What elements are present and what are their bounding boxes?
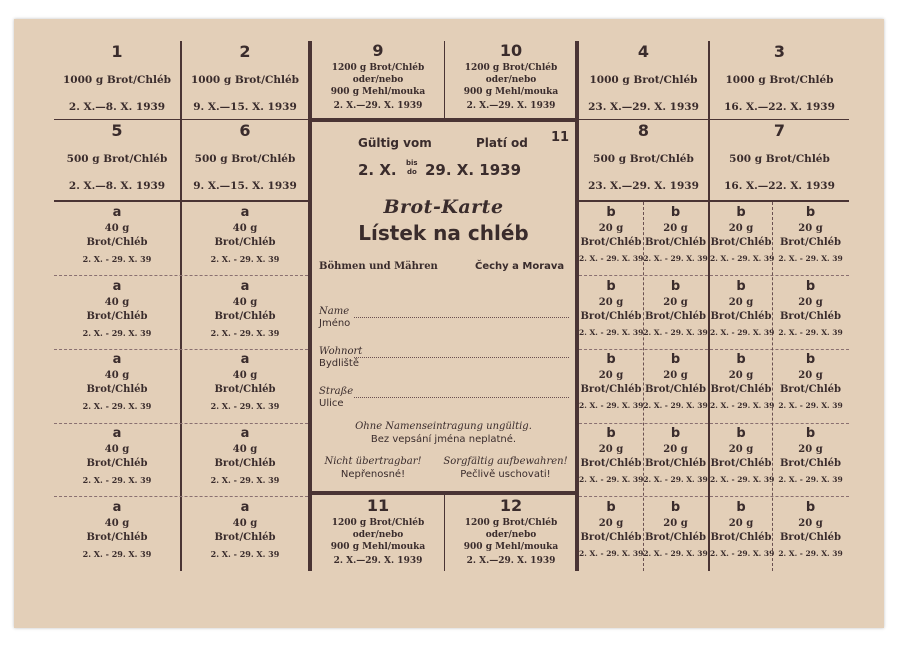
- coupon-letter: b: [805, 426, 816, 441]
- coupon-line2: oder/nebo: [485, 75, 537, 85]
- coupon-amount: 20 g: [728, 370, 754, 381]
- coupon-amount: 20 g: [728, 518, 754, 529]
- coupon-a: [182, 497, 308, 570]
- coupon-date: 2. X. - 29. X. 39: [643, 328, 708, 337]
- coupon-date: 2. X. - 29. X. 39: [82, 254, 152, 264]
- coupon-line1: 1200 g Brot/Chléb: [331, 63, 425, 73]
- coupon-letter: b: [736, 352, 746, 367]
- coupon-amount: 500 g Brot/Chléb: [729, 153, 830, 165]
- field-label-de: Name: [319, 306, 350, 317]
- coupon-letter: b: [606, 500, 616, 515]
- coupon-item: Brot/Chléb: [580, 532, 642, 543]
- coupon-item: Brot/Chléb: [86, 311, 148, 322]
- coupon-b: [643, 423, 708, 496]
- field-label-cz: Ulice: [319, 398, 344, 409]
- coupon-item: Brot/Chléb: [710, 311, 772, 322]
- coupon-amount: 20 g: [598, 370, 624, 381]
- coupon-date: 2. X.—29. X. 1939: [466, 101, 556, 111]
- coupon-amount: 20 g: [728, 297, 754, 308]
- note-de: Ohne Namenseintragung ungültig.: [355, 421, 532, 432]
- coupon-date: 2. X. - 29. X. 39: [82, 401, 152, 411]
- do-label: do: [407, 168, 417, 176]
- coupon-number: 9: [372, 41, 384, 60]
- coupon-amount: 20 g: [798, 297, 823, 308]
- coupon-date: 2. X. - 29. X. 39: [210, 401, 280, 411]
- coupon-item: Brot/Chléb: [214, 458, 276, 469]
- field-label-de: Straße: [319, 386, 354, 397]
- coupon-amount: 20 g: [798, 518, 823, 529]
- coupon-b: [710, 276, 775, 349]
- coupon-bread-large: [710, 120, 849, 199]
- valid-date-from: 2. X.: [358, 161, 397, 179]
- coupon-bread-large: [579, 120, 708, 199]
- coupon-letter: b: [670, 279, 681, 294]
- coupon-date: 2. X. - 29. X. 39: [710, 254, 775, 263]
- coupon-date: 2. X. - 29. X. 39: [82, 328, 152, 338]
- coupon-date: 9. X.—15. X. 1939: [193, 180, 297, 192]
- coupon-item: Brot/Chléb: [644, 532, 707, 543]
- coupon-a: [54, 423, 180, 496]
- coupon-amount: 1000 g Brot/Chléb: [63, 74, 171, 86]
- coupon-date: 2. X.—29. X. 1939: [333, 101, 423, 111]
- coupon-amount: 20 g: [798, 223, 823, 234]
- coupon-item: Brot/Chléb: [214, 311, 276, 322]
- coupon-flour: [312, 41, 444, 117]
- coupon-item: Brot/Chléb: [779, 532, 842, 543]
- coupon-number: 4: [637, 42, 650, 61]
- bis-label: bis: [406, 159, 418, 167]
- coupon-date: 2. X. - 29. X. 39: [710, 549, 775, 558]
- card-title-cz: Lístek na chléb: [358, 221, 529, 245]
- coupon-b: [643, 276, 708, 349]
- coupon-date: 2. X.—8. X. 1939: [68, 101, 166, 113]
- coupon-date: 2. X. - 29. X. 39: [579, 328, 644, 337]
- not-transferable-de: Nicht übertragbar!: [324, 456, 422, 467]
- coupon-date: 2. X. - 29. X. 39: [643, 254, 708, 263]
- coupon-letter: b: [736, 279, 746, 294]
- coupon-date: 2. X. - 29. X. 39: [778, 328, 843, 337]
- coupon-item: Brot/Chléb: [779, 458, 842, 469]
- coupon-number: 1: [111, 42, 123, 61]
- coupon-letter: a: [240, 279, 250, 294]
- coupon-amount: 20 g: [598, 444, 624, 455]
- coupon-date: 2. X. - 29. X. 39: [778, 475, 843, 484]
- coupon-b: [772, 423, 849, 496]
- coupon-b: [710, 497, 775, 570]
- coupon-bread-large: [54, 41, 180, 120]
- coupon-number: 2: [239, 42, 251, 61]
- coupon-letter: a: [112, 500, 122, 515]
- coupon-line1: 1200 g Brot/Chléb: [464, 518, 558, 528]
- ration-card: [14, 19, 884, 628]
- coupon-amount: 1000 g Brot/Chléb: [725, 74, 834, 86]
- coupon-letter: b: [670, 205, 681, 220]
- coupon-letter: b: [670, 352, 681, 367]
- coupon-item: Brot/Chléb: [644, 311, 707, 322]
- coupon-number: 12: [499, 496, 523, 515]
- coupon-letter: b: [606, 279, 616, 294]
- coupon-amount: 40 g: [232, 370, 258, 381]
- coupon-date: 2. X.—29. X. 1939: [333, 556, 423, 566]
- divider-h-center-top: [312, 118, 575, 122]
- coupon-b: [579, 497, 643, 570]
- field-label-cz: Jméno: [319, 318, 351, 329]
- coupon-amount: 20 g: [663, 370, 688, 381]
- coupon-item: Brot/Chléb: [779, 237, 842, 248]
- coupon-a: [54, 276, 180, 349]
- coupon-amount: 40 g: [104, 223, 130, 234]
- region-de: Böhmen und Mähren: [319, 261, 438, 272]
- coupon-number: 8: [637, 121, 650, 140]
- coupon-date: 2. X. - 29. X. 39: [778, 254, 843, 263]
- valid-date-to: 29. X. 1939: [425, 161, 522, 179]
- coupon-amount: 20 g: [663, 297, 688, 308]
- coupon-b: [772, 497, 849, 570]
- coupon-amount: 1000 g Brot/Chléb: [589, 74, 698, 86]
- coupon-date: 2. X.—8. X. 1939: [68, 180, 166, 192]
- coupon-line2: oder/nebo: [352, 75, 404, 85]
- coupon-date: 2. X. - 29. X. 39: [579, 475, 644, 484]
- coupon-date: 9. X.—15. X. 1939: [193, 101, 297, 113]
- coupon-letter: b: [805, 279, 816, 294]
- coupon-letter: a: [240, 205, 250, 220]
- coupon-amount: 1000 g Brot/Chléb: [191, 74, 299, 86]
- coupon-letter: a: [112, 426, 122, 441]
- coupon-a: [54, 349, 180, 422]
- region-cz: Čechy a Morava: [475, 261, 565, 272]
- coupon-bread-large: [579, 41, 708, 120]
- coupon-date: 16. X.—22. X. 1939: [724, 180, 835, 192]
- coupon-letter: b: [606, 426, 616, 441]
- coupon-date: 2. X. - 29. X. 39: [579, 401, 644, 410]
- coupon-item: Brot/Chléb: [710, 237, 772, 248]
- coupon-line2: oder/nebo: [352, 530, 404, 540]
- field-label-cz: Bydliště: [319, 358, 359, 369]
- coupon-amount: 40 g: [104, 444, 130, 455]
- not-transferable-cz: Nepřenosné!: [340, 469, 406, 480]
- coupon-a: [54, 202, 180, 275]
- coupon-bread-large: [182, 120, 308, 199]
- coupon-letter: b: [736, 426, 746, 441]
- valid-label-cz: Platí od: [476, 136, 528, 150]
- coupon-line2: oder/nebo: [485, 530, 537, 540]
- coupon-line1: 1200 g Brot/Chléb: [331, 518, 425, 528]
- coupon-a: [182, 276, 308, 349]
- coupon-b: [579, 349, 643, 422]
- coupon-b: [643, 349, 708, 422]
- coupon-letter: a: [240, 426, 250, 441]
- coupon-b: [710, 423, 775, 496]
- keep-carefully-de: Sorgfältig aufbewahren!: [443, 456, 568, 467]
- note-cz: Bez vepsání jména neplatné.: [370, 434, 517, 445]
- coupon-item: Brot/Chléb: [644, 458, 707, 469]
- coupon-date: 2. X. - 29. X. 39: [778, 549, 843, 558]
- card-title-de: Brot-Karte: [383, 196, 504, 218]
- field-line: [354, 397, 569, 398]
- coupon-line3: 900 g Mehl/mouka: [463, 542, 559, 552]
- coupon-item: Brot/Chléb: [86, 532, 148, 543]
- coupon-letter: a: [112, 352, 122, 367]
- coupon-b: [579, 276, 643, 349]
- coupon-flour: [445, 41, 577, 117]
- coupon-amount: 20 g: [798, 370, 823, 381]
- coupon-letter: a: [112, 279, 122, 294]
- coupon-b: [643, 497, 708, 570]
- coupon-number: 7: [773, 121, 786, 140]
- coupon-item: Brot/Chléb: [214, 532, 276, 543]
- coupon-b: [579, 202, 643, 275]
- coupon-letter: b: [606, 205, 616, 220]
- coupon-amount: 20 g: [728, 444, 754, 455]
- coupon-number: 6: [239, 121, 251, 140]
- coupon-date: 2. X. - 29. X. 39: [210, 549, 280, 559]
- coupon-bread-large: [54, 120, 180, 199]
- coupon-date: 2. X. - 29. X. 39: [643, 475, 708, 484]
- coupon-date: 2. X.—29. X. 1939: [466, 556, 556, 566]
- coupon-amount: 20 g: [598, 518, 624, 529]
- coupon-letter: b: [805, 205, 816, 220]
- coupon-item: Brot/Chléb: [779, 311, 842, 322]
- coupon-number: 10: [499, 41, 523, 60]
- coupon-amount: 40 g: [232, 223, 258, 234]
- coupon-item: Brot/Chléb: [644, 384, 707, 395]
- coupon-amount: 20 g: [598, 223, 624, 234]
- coupon-item: Brot/Chléb: [710, 458, 772, 469]
- coupon-date: 23. X.—29. X. 1939: [588, 101, 699, 113]
- coupon-amount: 20 g: [598, 297, 624, 308]
- coupon-letter: b: [606, 352, 616, 367]
- coupon-letter: b: [670, 500, 681, 515]
- keep-carefully-cz: Pečlivě uschovati!: [460, 469, 551, 480]
- coupon-letter: b: [670, 426, 681, 441]
- coupon-number: 5: [111, 121, 123, 140]
- coupon-item: Brot/Chléb: [644, 237, 707, 248]
- coupon-date: 2. X. - 29. X. 39: [210, 254, 280, 264]
- coupon-letter: b: [805, 500, 816, 515]
- coupon-line3: 900 g Mehl/mouka: [463, 87, 559, 97]
- coupon-letter: a: [112, 205, 122, 220]
- coupon-amount: 500 g Brot/Chléb: [593, 153, 694, 165]
- coupon-item: Brot/Chléb: [779, 384, 842, 395]
- coupon-amount: 40 g: [104, 297, 130, 308]
- coupon-letter: a: [240, 352, 250, 367]
- coupon-number: 3: [773, 42, 786, 61]
- coupon-item: Brot/Chléb: [580, 311, 642, 322]
- coupon-date: 2. X. - 29. X. 39: [778, 401, 843, 410]
- coupon-b: [710, 202, 775, 275]
- coupon-amount: 20 g: [663, 518, 688, 529]
- coupon-amount: 40 g: [232, 297, 258, 308]
- coupon-amount: 500 g Brot/Chléb: [66, 153, 168, 165]
- field-line: [354, 357, 569, 358]
- coupon-line3: 900 g Mehl/mouka: [330, 542, 426, 552]
- coupon-item: Brot/Chléb: [580, 384, 642, 395]
- coupon-item: Brot/Chléb: [710, 532, 772, 543]
- coupon-item: Brot/Chléb: [214, 384, 276, 395]
- coupon-b: [710, 349, 775, 422]
- coupon-item: Brot/Chléb: [710, 384, 772, 395]
- field-line: [354, 317, 569, 318]
- coupon-date: 2. X. - 29. X. 39: [210, 328, 280, 338]
- coupon-b: [772, 349, 849, 422]
- coupon-item: Brot/Chléb: [86, 237, 148, 248]
- valid-label-de: Gültig vom: [358, 136, 432, 150]
- coupon-amount: 500 g Brot/Chléb: [194, 153, 296, 165]
- coupon-amount: 20 g: [728, 223, 754, 234]
- coupon-amount: 20 g: [798, 444, 823, 455]
- coupon-date: 23. X.—29. X. 1939: [588, 180, 699, 192]
- coupon-letter: a: [240, 500, 250, 515]
- coupon-item: Brot/Chléb: [86, 458, 148, 469]
- coupon-date: 2. X. - 29. X. 39: [82, 549, 152, 559]
- coupon-b: [579, 423, 643, 496]
- coupon-date: 2. X. - 29. X. 39: [710, 475, 775, 484]
- coupon-bread-large: [710, 41, 849, 120]
- field-label-de: Wohnort: [319, 346, 363, 357]
- coupon-amount: 40 g: [104, 518, 130, 529]
- coupon-line3: 900 g Mehl/mouka: [330, 87, 426, 97]
- coupon-line1: 1200 g Brot/Chléb: [464, 63, 558, 73]
- coupon-flour: [312, 496, 444, 572]
- coupon-amount: 20 g: [663, 444, 688, 455]
- corner-number: 11: [551, 130, 570, 145]
- coupon-date: 2. X. - 29. X. 39: [710, 328, 775, 337]
- coupon-amount: 40 g: [104, 370, 130, 381]
- coupon-number: 11: [366, 496, 390, 515]
- coupon-letter: b: [805, 352, 816, 367]
- coupon-item: Brot/Chléb: [214, 237, 276, 248]
- coupon-amount: 40 g: [232, 444, 258, 455]
- coupon-item: Brot/Chléb: [580, 458, 642, 469]
- coupon-item: Brot/Chléb: [580, 237, 642, 248]
- coupon-item: Brot/Chléb: [86, 384, 148, 395]
- coupon-b: [643, 202, 708, 275]
- coupon-date: 2. X. - 29. X. 39: [643, 549, 708, 558]
- coupon-date: 2. X. - 29. X. 39: [210, 475, 280, 485]
- coupon-bread-large: [182, 41, 308, 120]
- coupon-date: 2. X. - 29. X. 39: [82, 475, 152, 485]
- coupon-a: [182, 349, 308, 422]
- coupon-a: [182, 202, 308, 275]
- coupon-b: [772, 202, 849, 275]
- coupon-flour: [445, 496, 577, 572]
- coupon-date: 2. X. - 29. X. 39: [579, 254, 644, 263]
- coupon-letter: b: [736, 500, 746, 515]
- coupon-amount: 40 g: [232, 518, 258, 529]
- coupon-a: [182, 423, 308, 496]
- coupon-a: [54, 497, 180, 570]
- coupon-date: 2. X. - 29. X. 39: [710, 401, 775, 410]
- coupon-date: 16. X.—22. X. 1939: [724, 101, 835, 113]
- coupon-letter: b: [736, 205, 746, 220]
- coupon-amount: 20 g: [663, 223, 688, 234]
- coupon-b: [772, 276, 849, 349]
- coupon-date: 2. X. - 29. X. 39: [643, 401, 708, 410]
- coupon-date: 2. X. - 29. X. 39: [579, 549, 644, 558]
